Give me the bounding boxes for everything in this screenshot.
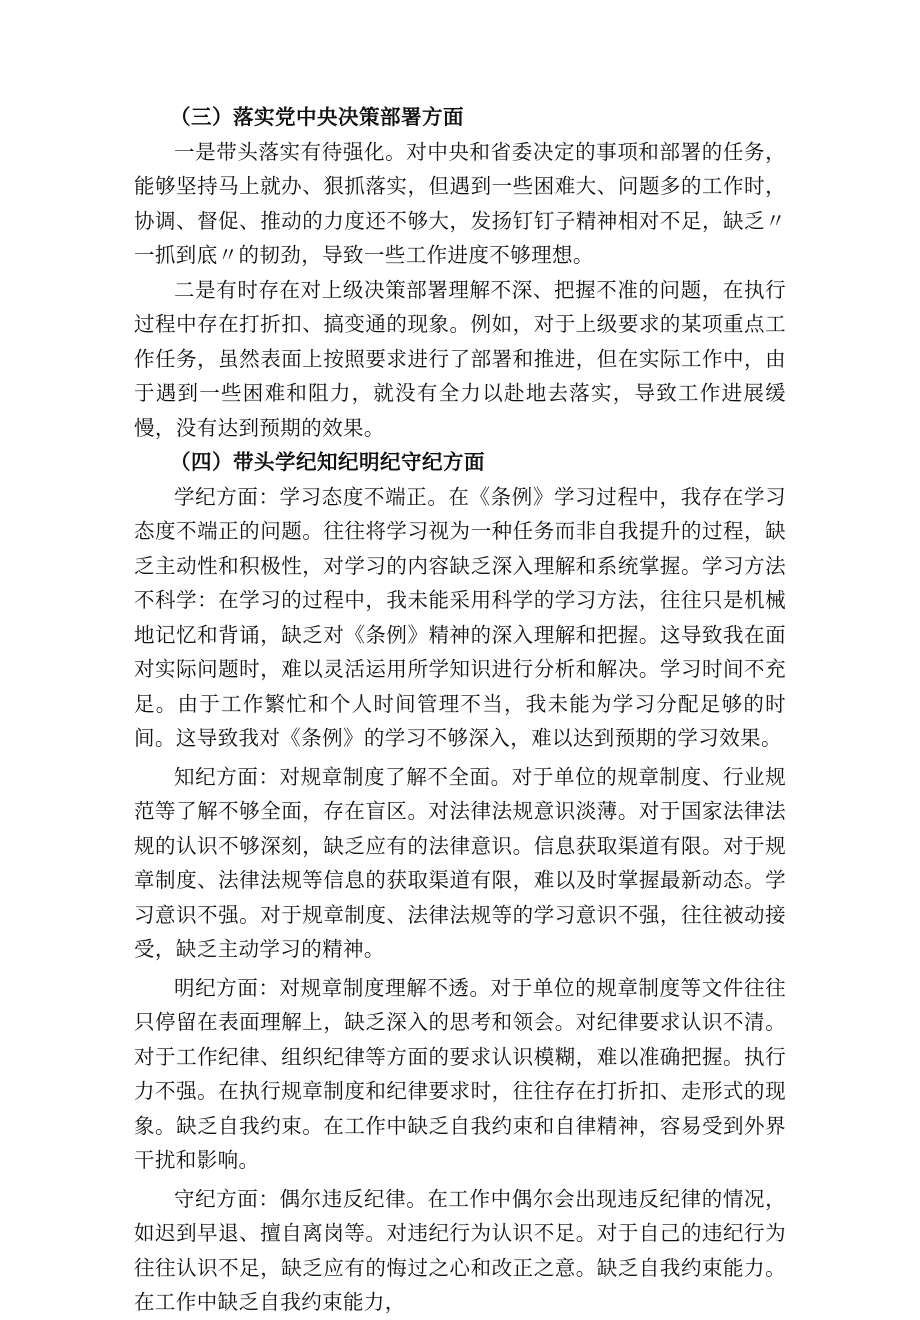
section-heading-3: （三）落实党中央决策部署方面	[170, 105, 464, 129]
paragraph: 明纪方面：对规章制度理解不透。对于单位的规章制度等文件往往只停留在表面理解上，缺乏深入的思考和领会。对纪律要求认识不清。对于工作纪律、组织纪律等方面的要求认识模糊，难以准确把握。执行力不强。在执行规章制度和纪律要求时，往往存在打折扣、走形式的现象。缺乏自我约束。在工作中缺乏自我约束和自律精神，容易受到外界干扰和影响。	[134, 975, 786, 1172]
paragraph: 二是有时存在对上级决策部署理解不深、把握不准的问题，在执行过程中存在打折扣、搞变通的现象。例如，对于上级要求的某项重点工作任务，虽然表面上按照要求进行了部署和推进，但在实际工作中，由于遇到一些困难和阻力，就没有全力以赴地去落实，导致工作进展缓慢，没有达到预期的效果。	[134, 277, 786, 440]
paragraph: 一是带头落实有待强化。对中央和省委决定的事项和部署的任务，能够坚持马上就办、狠抓落实，但遇到一些困难大、问题多的工作时，协调、督促、推动的力度还不够大，发扬钉钉子精神相对不足，缺乏〃一抓到底〃的韧劲，导致一些工作进度不够理想。	[134, 139, 786, 267]
section-heading-4: （四）带头学纪知纪明纪守纪方面	[170, 450, 485, 474]
paragraph: 学纪方面：学习态度不端正。在《条例》学习过程中，我存在学习态度不端正的问题。往往将学习视为一种任务而非自我提升的过程，缺乏主动性和积极性，对学习的内容缺乏深入理解和系统掌握。学习方法不科学：在学习的过程中，我未能采用科学的学习方法，往往只是机械地记忆和背诵，缺乏对《条例》精神的深入理解和把握。这导致我在面对实际问题时，难以灵活运用所学知识进行分析和解决。学习时间不充足。由于工作繁忙和个人时间管理不当，我未能为学习分配足够的时间。这导致我对《条例》的学习不够深入，难以达到预期的学习效果。	[134, 484, 786, 750]
document-page	[134, 100, 786, 1320]
paragraph: 守纪方面：偶尔违反纪律。在工作中偶尔会出现违反纪律的情况，如迟到早退、擅自离岗等。对违纪行为认识不足。对于自己的违纪行为往往认识不足，缺乏应有的悔过之心和改正之意。缺乏自我约束能力。在工作中缺乏自我约束能力，	[134, 1186, 786, 1314]
paragraph: 知纪方面：对规章制度了解不全面。对于单位的规章制度、行业规范等了解不够全面，存在盲区。对法律法规意识淡薄。对于国家法律法规的认识不够深刻，缺乏应有的法律意识。信息获取渠道有限。对于规章制度、法律法规等信息的获取渠道有限，难以及时掌握最新动态。学习意识不强。对于规章制度、法律法规等的学习意识不强，往往被动接受，缺乏主动学习的精神。	[134, 764, 786, 961]
